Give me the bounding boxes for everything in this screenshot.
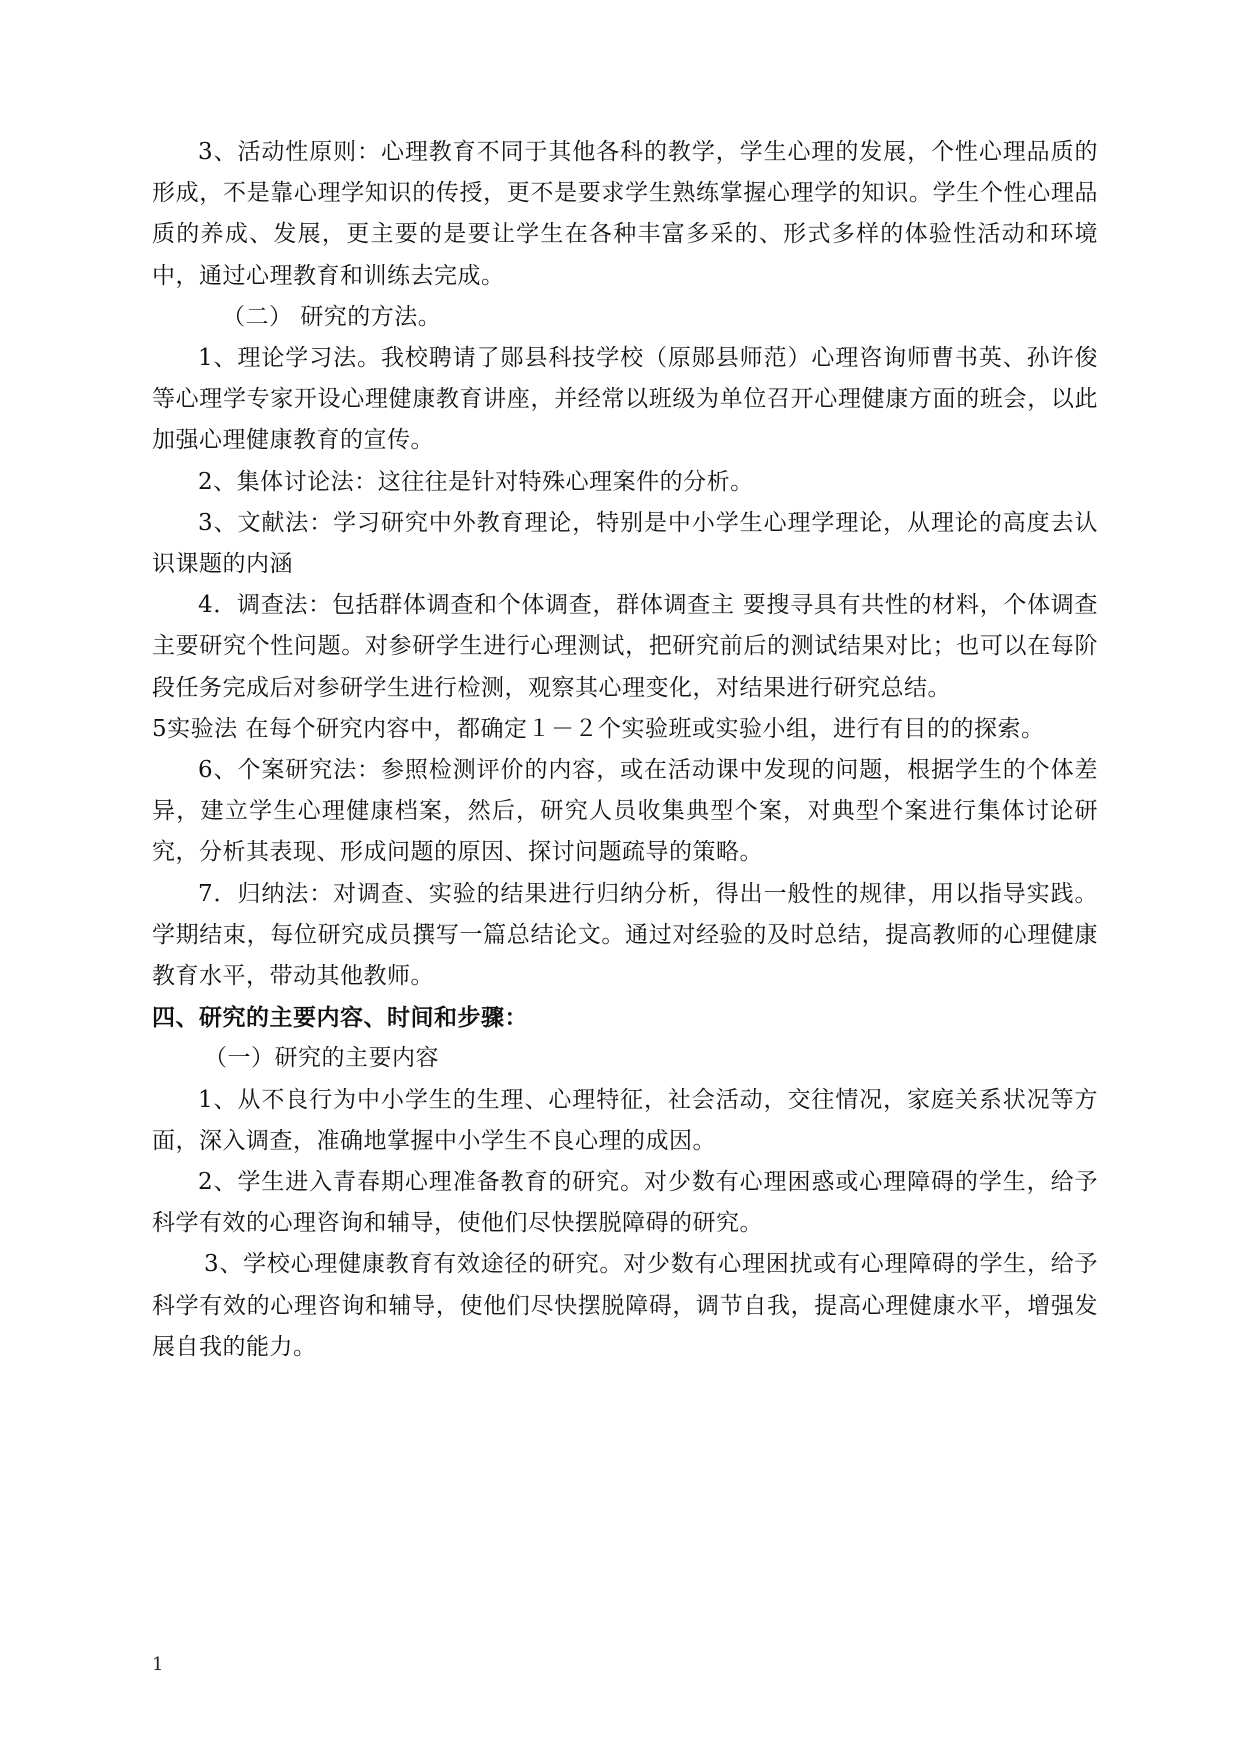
paragraph-literature-method: 3、文献法：学习研究中外教育理论，特别是中小学生心理学理论，从理论的高度去认识课题的内涵 bbox=[152, 509, 1098, 578]
paragraph-theory-study: 1、理论学习法。我校聘请了郧县科技学校（原郧县师范）心理咨询师曹书英、孙许俊等心理学专家开设心理健康教育讲座，并经常以班级为单位召开心理健康方面的班会，以此加强心理健康教育的宣传。 bbox=[152, 345, 1098, 454]
paragraph-activity-principle: 3、活动性原则：心理教育不同于其他各科的教学，学生心理的发展，个性心理品质的形成，不是靠心理学知识的传授，更不是要求学生熟练掌握心理学的知识。学生个性心理品质的养成、发展，更主要的是要让学生在各种丰富多采的、形式多样的体验性活动和环境中，通过心理教育和训练去完成。 bbox=[152, 139, 1098, 289]
page-body bbox=[152, 132, 1098, 1368]
paragraph-induction-method: 7．归纳法：对调查、实验的结果进行归纳分析，得出一般性的规律，用以指导实践。学期结束，每位研究成员撰写一篇总结论文。通过对经验的及时总结，提高教师的心理健康教育水平，带动其他教师。 bbox=[152, 880, 1098, 990]
page-number: 1 bbox=[152, 1654, 164, 1675]
paragraph-content-3: 3、学校心理健康教育有效途径的研究。对少数有心理困扰或有心理障碍的学生，给予科学有效的心理咨询和辅导，使他们尽快摆脱障碍，调节自我，提高心理健康水平，增强发展自我的能力。 bbox=[152, 1251, 1098, 1360]
paragraph-experiment-method: 5实验法 在每个研究内容中，都确定１－２个实验班或实验小组，进行有目的的探索。 bbox=[152, 715, 1045, 742]
paragraph-group-discussion: 2、集体讨论法：这往往是针对特殊心理案件的分析。 bbox=[198, 468, 754, 495]
subsection-main-content: （一）研究的主要内容 bbox=[204, 1045, 439, 1072]
paragraph-case-study: 6、个案研究法：参照检测评价的内容，或在活动课中发现的问题，根据学生的个体差异，建立学生心理健康档案，然后，研究人员收集典型个案，对典型个案进行集体讨论研究，分析其表现、形成问题的原因、探讨问题疏导的策略。 bbox=[152, 757, 1098, 866]
section-heading-main-content: 四、研究的主要内容、时间和步骤： bbox=[152, 1004, 528, 1032]
paragraph-content-2: 2、学生进入青春期心理准备教育的研究。对少数有心理困惑或心理障碍的学生，给予科学有效的心理咨询和辅导，使他们尽快摆脱障碍的研究。 bbox=[152, 1169, 1098, 1237]
paragraph-survey-method: 4．调查法：包括群体调查和个体调查，群体调查主 要搜寻具有共性的材料，个体调查主要研究个性问题。对参研学生进行心理测试，把研究前后的测试结果对比；也可以在每阶段任务完成后对参研学生进行检测，观察其心理变化，对结果进行研究总结。 bbox=[152, 592, 1098, 701]
section-research-methods: （二） 研究的方法。 bbox=[222, 303, 442, 330]
paragraph-content-1: 1、从不良行为中小学生的生理、心理特征，社会活动，交往情况，家庭关系状况等方面，深入调查，准确地掌握中小学生不良心理的成因。 bbox=[152, 1086, 1098, 1154]
